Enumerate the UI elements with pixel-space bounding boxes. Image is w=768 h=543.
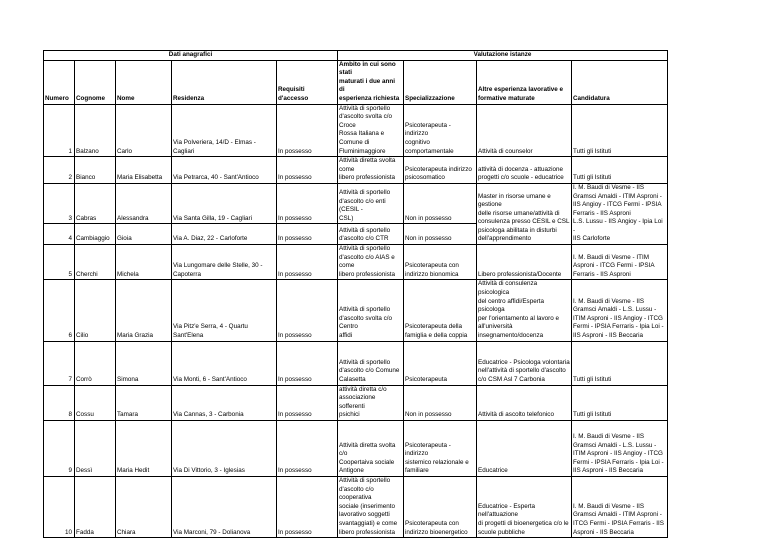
cell-numero: 1 [44,104,75,157]
table-row [44,183,668,223]
cell-ambito: Attività di sportello d'ascolto c/o AIAS e come libero professionista [338,245,404,280]
table-row [44,476,668,537]
cell-requisiti: In possesso [277,476,338,537]
cell-residenza: Via Monti, 6 - Sant'Antioco [172,341,277,385]
group-valutazione-istanze: Valutazione istanze [338,51,668,61]
cell-residenza: Via Petrarca, 40 - Sant'Antioco [172,157,277,184]
cell-requisiti: In possesso [277,183,338,223]
cell-numero: 5 [44,245,75,280]
cell-cognome: Cilio [75,280,116,341]
cell-altre-esperienze: Libero professionista/Docente [477,245,572,280]
cell-cognome: Cabras [75,183,116,223]
cell-nome: Maria Elisabetta [116,157,172,184]
cell-numero: 4 [44,224,75,245]
cell-ambito: Attività diretta svolta c/o Coopertaiva sociale Antigone [338,420,404,476]
cell-ambito: Attività di sportello d'ascolto svolta c/o Croce Rossa Italiana e Comune di Fluminimaggiore [338,104,404,157]
cell-candidatura: Tutti gli Istituti [572,341,668,385]
cell-numero: 10 [44,476,75,537]
table-row [44,157,668,184]
cell-numero: 8 [44,385,75,420]
cell-ambito: Attività di sportello d'ascolto c/o cooperativa sociale (inserimento lavorativo soggetti svantaggiati) e come libero professionista [338,476,404,537]
table-row [44,341,668,385]
cell-candidatura: Tutti gli Istituti [572,104,668,157]
header-residenza: Residenza [172,60,277,104]
cell-specializzazione: Non in possesso [404,224,477,245]
cell-numero: 2 [44,157,75,184]
cell-nome: Maria Grazia [116,280,172,341]
header-numero: Numero [44,60,75,104]
cell-nome: Maria Hedit [116,420,172,476]
cell-cognome: Dessì [75,420,116,476]
cell-requisiti: In possesso [277,245,338,280]
cell-residenza: Via Di Vittorio, 3 - Iglesias [172,420,277,476]
table-row [44,280,668,341]
cell-cognome: Corrò [75,341,116,385]
header-candidatura: Candidatura [572,60,668,104]
cell-ambito: Attività di sportello d'ascolto c/o CTR [338,224,404,245]
header-altre-esperienze: Altre esperienza lavorative e formative maturate [477,60,572,104]
cell-residenza: Via Marconi, 79 - Dolianova [172,476,277,537]
cell-candidatura: I. M. Baudi di Vesme - IIS Gramsci Amaldi - L.S. Lussu - ITIM Asproni - IIS Angioy - ITCG Fermi - IPSIA Ferraris - Ipia Loi - IIS Asproni - IIS Beccaria [572,420,668,476]
header-requisiti: Requisiti d'accesso [277,60,338,104]
cell-candidatura: Tutti gli Istituti [572,157,668,184]
table-row [44,385,668,420]
cell-altre-esperienze: Master in risorse umane e gestione delle risorse umane/attività di consulenza presso CESIL e CSL psicologa abilitata in disturbi dell'apprendimento [477,183,572,244]
cell-ambito: Attività di sportello d'ascolto c/o enti (CESIL - CSL) [338,183,404,223]
cell-specializzazione: Psicoterapeuta - indirizzo sistemico relazionale e familiare [404,420,477,476]
cell-cognome: Bianco [75,157,116,184]
cell-altre-esperienze: Educatrice - Psicologa volontaria nell'attività di sportello d'ascolto c/o CSM Asl 7 Carbonia [477,341,572,385]
cell-specializzazione: Non in possesso [404,183,477,223]
valutazione-table [43,50,668,538]
cell-nome: Simona [116,341,172,385]
cell-altre-esperienze: attività di docenza - attuazione progetti c/o scuole - educatrice [477,157,572,184]
cell-residenza: Via Lungomare delle Stelle, 30 - Capoterra [172,245,277,280]
cell-cognome: Cambiaggio [75,224,116,245]
header-cognome: Cognome [75,60,116,104]
cell-candidatura: I. M. Baudi di Vesme - IIS Gramsci Amaldi - L.S. Lussu - ITIM Asproni - IIS Angioy - ITCG Fermi - IPSIA Ferraris - Ipia Loi - IIS Asproni - IIS Beccaria [572,280,668,341]
cell-ambito: Attività di sportello d'ascolto svolta c/o Centro affidi [338,280,404,341]
cell-nome: Chiara [116,476,172,537]
cell-ambito: Attività diretta svolta come libero professionista [338,157,404,184]
cell-residenza: Via Santa Gilla, 19 - Cagliari [172,183,277,223]
cell-nome: Carlo [116,104,172,157]
cell-requisiti: In possesso [277,385,338,420]
cell-specializzazione: Psicoterapeuta indirizzo psicosomatico [404,157,477,184]
cell-requisiti: In possesso [277,280,338,341]
cell-nome: Gioia [116,224,172,245]
cell-nome: Michela [116,245,172,280]
cell-residenza: Via A. Diaz, 22 - Carloforte [172,224,277,245]
cell-numero: 6 [44,280,75,341]
cell-specializzazione: Non in possesso [404,385,477,420]
cell-requisiti: In possesso [277,157,338,184]
cell-cognome: Cherchi [75,245,116,280]
cell-residenza: Via Polveriera, 14/D - Elmas - Cagliari [172,104,277,157]
cell-nome: Alessandra [116,183,172,223]
cell-altre-esperienze: Educatrice [477,420,572,476]
table-row [44,420,668,476]
cell-residenza: Via Cannas, 3 - Carbonia [172,385,277,420]
cell-ambito: Attività di sportello d'ascolto c/o Comune Calasetta [338,341,404,385]
cell-specializzazione: Psicoterapeuta con indirizzo bionomica [404,245,477,280]
cell-numero: 7 [44,341,75,385]
cell-specializzazione: Psicoterapeuta della famiglia e della coppia [404,280,477,341]
cell-altre-esperienze: Attività di ascolto telefonico [477,385,572,420]
group-dati-anagrafici: Dati anagrafici [44,51,338,61]
cell-altre-esperienze: Attività di consulenza psicologica del centro affidi/Esperta psicologa per l'orientamento al lavoro e all'università insegnamento/docenza [477,280,572,341]
cell-altre-esperienze: Attività di counselor [477,104,572,157]
table-row [44,245,668,280]
cell-numero: 9 [44,420,75,476]
cell-candidatura: I. M. Baudi di Vesme - IIS Gramsci Amaldi - ITIM Asproni - IIS Angioy - ITCG Fermi - IPSIA Ferraris - IIS Asproni L.S. Lussu - IIS Angioy - Ipia Loi - IIS Carloforte [572,183,668,244]
cell-requisiti: In possesso [277,341,338,385]
cell-residenza: Via Pitz'e Serra, 4 - Quartu Sant'Elena [172,280,277,341]
cell-candidatura: I. M. Baudi di Vesme - IIS Gramsci Amaldi - ITIM Asproni - ITCG Fermi - IPSIA Ferraris - IIS Asproni - IIS Beccaria [572,476,668,537]
header-ambito: Ambito in cui sono stati maturati i due anni di esperienza richiesta [338,60,404,104]
cell-requisiti: In possesso [277,104,338,157]
cell-specializzazione: Psicoterapeuta - indirizzo cognitivo comportamentale [404,104,477,157]
cell-requisiti: In possesso [277,224,338,245]
cell-cognome: Cossu [75,385,116,420]
cell-numero: 3 [44,183,75,223]
cell-specializzazione: Psicoterapeuta [404,341,477,385]
cell-specializzazione: Psicoterapeuta con indirizzo bioenergetico [404,476,477,537]
cell-candidatura: Tutti gli Istituti [572,385,668,420]
cell-cognome: Balzano [75,104,116,157]
cell-requisiti: In possesso [277,420,338,476]
header-specializzazione: Specializzazione [404,60,477,104]
cell-altre-esperienze: Educatrice - Esperta nell'attuazione di progetti di bioenergetica c/o le scuole pubbliche [477,476,572,537]
header-nome: Nome [116,60,172,104]
cell-cognome: Fadda [75,476,116,537]
cell-candidatura: I. M. Baudi di Vesme - ITIM Asproni - ITCG Fermi - IPSIA Ferraris - IIS Asproni [572,245,668,280]
table-row [44,104,668,157]
cell-nome: Tamara [116,385,172,420]
cell-ambito: attività diretta c/o associazione sofferenti psichici [338,385,404,420]
